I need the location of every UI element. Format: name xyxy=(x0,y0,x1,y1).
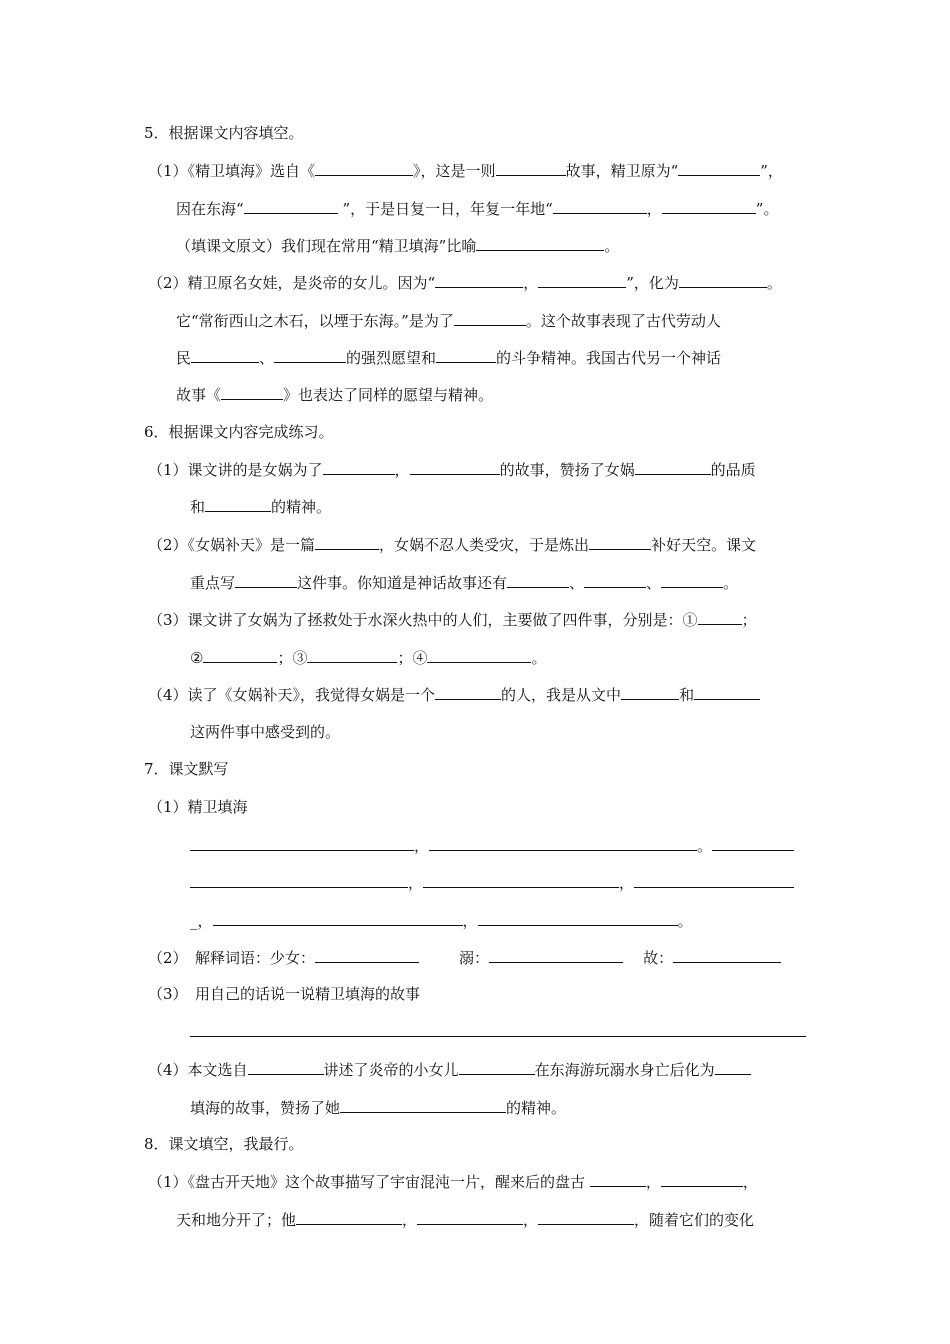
q5-1-line2: 因在东海“ ”，于是日复一日，年复一年地“ ， ”。 xyxy=(176,200,779,218)
blank[interactable] xyxy=(715,1059,751,1075)
q6-title: 6．根据课文内容完成练习。 xyxy=(144,423,334,441)
blank[interactable] xyxy=(712,835,794,851)
blank[interactable] xyxy=(635,459,711,475)
blank[interactable] xyxy=(213,910,463,926)
blank[interactable] xyxy=(661,1171,743,1187)
blank[interactable] xyxy=(590,1171,646,1187)
q5-1-line3: （填课文原文）我们现在常用“精卫填海”比喻 。 xyxy=(176,237,620,255)
q5-2-line2: 它“常衔西山之木石，以堙于东海。”是为了 。这个故事表现了古代劳动人 xyxy=(176,312,721,330)
blank[interactable] xyxy=(221,384,283,400)
blank[interactable] xyxy=(476,235,604,251)
blank[interactable] xyxy=(274,347,346,363)
blank[interactable] xyxy=(661,572,723,588)
blank[interactable] xyxy=(538,272,626,288)
blank[interactable] xyxy=(553,198,647,214)
blank[interactable] xyxy=(205,496,271,512)
q6-2-line2: 重点写 这件事。你知道是神话故事还有 、 、 。 xyxy=(190,574,739,592)
q6-2-line1: （2）《女娲补天》是一篇 ，女娲不忍人类受灾，于是炼出 补好天空。课文 xyxy=(148,536,757,554)
q5-2-line3: 民 、 的强烈愿望和 的斗争精神。我国古代另一个神话 xyxy=(176,349,722,367)
q7-1-dictation-line2: ， ， xyxy=(190,872,794,893)
q6-4-line1: （4）读了《女娲补天》，我觉得女娲是一个 的人，我是从文中 和 xyxy=(148,684,760,705)
blank[interactable] xyxy=(436,347,496,363)
blank[interactable] xyxy=(315,947,419,963)
q7-title: 7．课文默写 xyxy=(144,760,229,778)
q6-1-line2: 和 的精神。 xyxy=(190,498,332,516)
blank[interactable] xyxy=(190,872,408,888)
blank[interactable] xyxy=(621,684,679,700)
blank[interactable] xyxy=(496,160,566,176)
q7-1-dictation-line3: _， ， 。 xyxy=(190,912,693,930)
blank[interactable] xyxy=(191,347,259,363)
q6-1-line1: （1）课文讲的是女娲为了 ， 的故事，赞扬了女娲 的品质 xyxy=(148,461,756,479)
blank[interactable] xyxy=(678,160,760,176)
blank[interactable] xyxy=(235,572,297,588)
q5-2-line4: 故事《 》也表达了同样的愿望与精神。 xyxy=(176,386,494,404)
q6-3-line2: ② ；③ ；④ 。 xyxy=(190,649,547,667)
blank[interactable] xyxy=(307,647,397,663)
blank[interactable] xyxy=(694,684,760,700)
blank[interactable] xyxy=(323,459,395,475)
blank[interactable] xyxy=(673,947,781,963)
q8-1-line2: 天和地分开了；他 ， ， ，随着它们的变化 xyxy=(176,1211,755,1229)
q7-1-label: （1）精卫填海 xyxy=(148,798,248,816)
blank[interactable] xyxy=(634,872,794,888)
blank[interactable] xyxy=(417,1209,523,1225)
q8-1-line1: （1）《盘古开天地》这个故事描写了宇宙混沌一片，醒来后的盘古 ， ， xyxy=(148,1173,758,1191)
blank[interactable] xyxy=(489,947,623,963)
blank[interactable] xyxy=(698,609,742,625)
blank[interactable] xyxy=(410,459,500,475)
q6-3-line1: （3）课文讲了女娲为了拯救处于水深火热中的人们，主要做了四件事，分别是：① ； xyxy=(148,611,757,629)
blank[interactable] xyxy=(435,684,501,700)
blank[interactable] xyxy=(679,272,767,288)
blank[interactable] xyxy=(190,835,414,851)
blank[interactable] xyxy=(340,1097,506,1113)
blank[interactable] xyxy=(315,160,413,176)
q5-1-line1: （1）《精卫填海》选自《 》，这是一则 故事，精卫原为“ ”， xyxy=(148,162,783,180)
blank[interactable] xyxy=(662,198,756,214)
q7-4-line2: 填海的故事，赞扬了她 的精神。 xyxy=(190,1099,567,1117)
blank[interactable] xyxy=(429,835,697,851)
q7-2-line: （2） 解释词语：少女： 溺： 故： xyxy=(148,947,781,968)
blank[interactable] xyxy=(538,1209,634,1225)
blank[interactable] xyxy=(435,272,523,288)
blank[interactable] xyxy=(296,1209,402,1225)
blank[interactable] xyxy=(248,1059,324,1075)
blank[interactable] xyxy=(454,310,526,326)
q7-1-dictation-line1: ， 。 xyxy=(190,835,794,856)
q6-4-line2: 这两件事中感受到的。 xyxy=(190,723,341,741)
blank[interactable] xyxy=(315,534,379,550)
blank[interactable] xyxy=(244,198,338,214)
blank[interactable] xyxy=(589,534,651,550)
blank[interactable] xyxy=(584,572,646,588)
q7-3-label: （3） 用自己的话说一说精卫填海的故事 xyxy=(148,985,421,1003)
blank[interactable] xyxy=(423,872,619,888)
blank[interactable] xyxy=(507,572,569,588)
q5-2-line1: （2）精卫原名女娃，是炎帝的女儿。因为“ ， ”，化为 。 xyxy=(148,274,782,292)
q8-title: 8．课文填空，我最行。 xyxy=(144,1135,304,1153)
q7-4-line1: （4）本文选自 讲述了炎帝的小女儿 在东海游玩溺水身亡后化为 xyxy=(148,1059,751,1080)
blank[interactable] xyxy=(427,647,531,663)
answer-rule[interactable] xyxy=(190,1036,806,1037)
blank[interactable] xyxy=(478,910,678,926)
blank[interactable] xyxy=(459,1059,535,1075)
blank[interactable] xyxy=(203,647,277,663)
q5-title: 5．根据课文内容填空。 xyxy=(144,124,304,142)
